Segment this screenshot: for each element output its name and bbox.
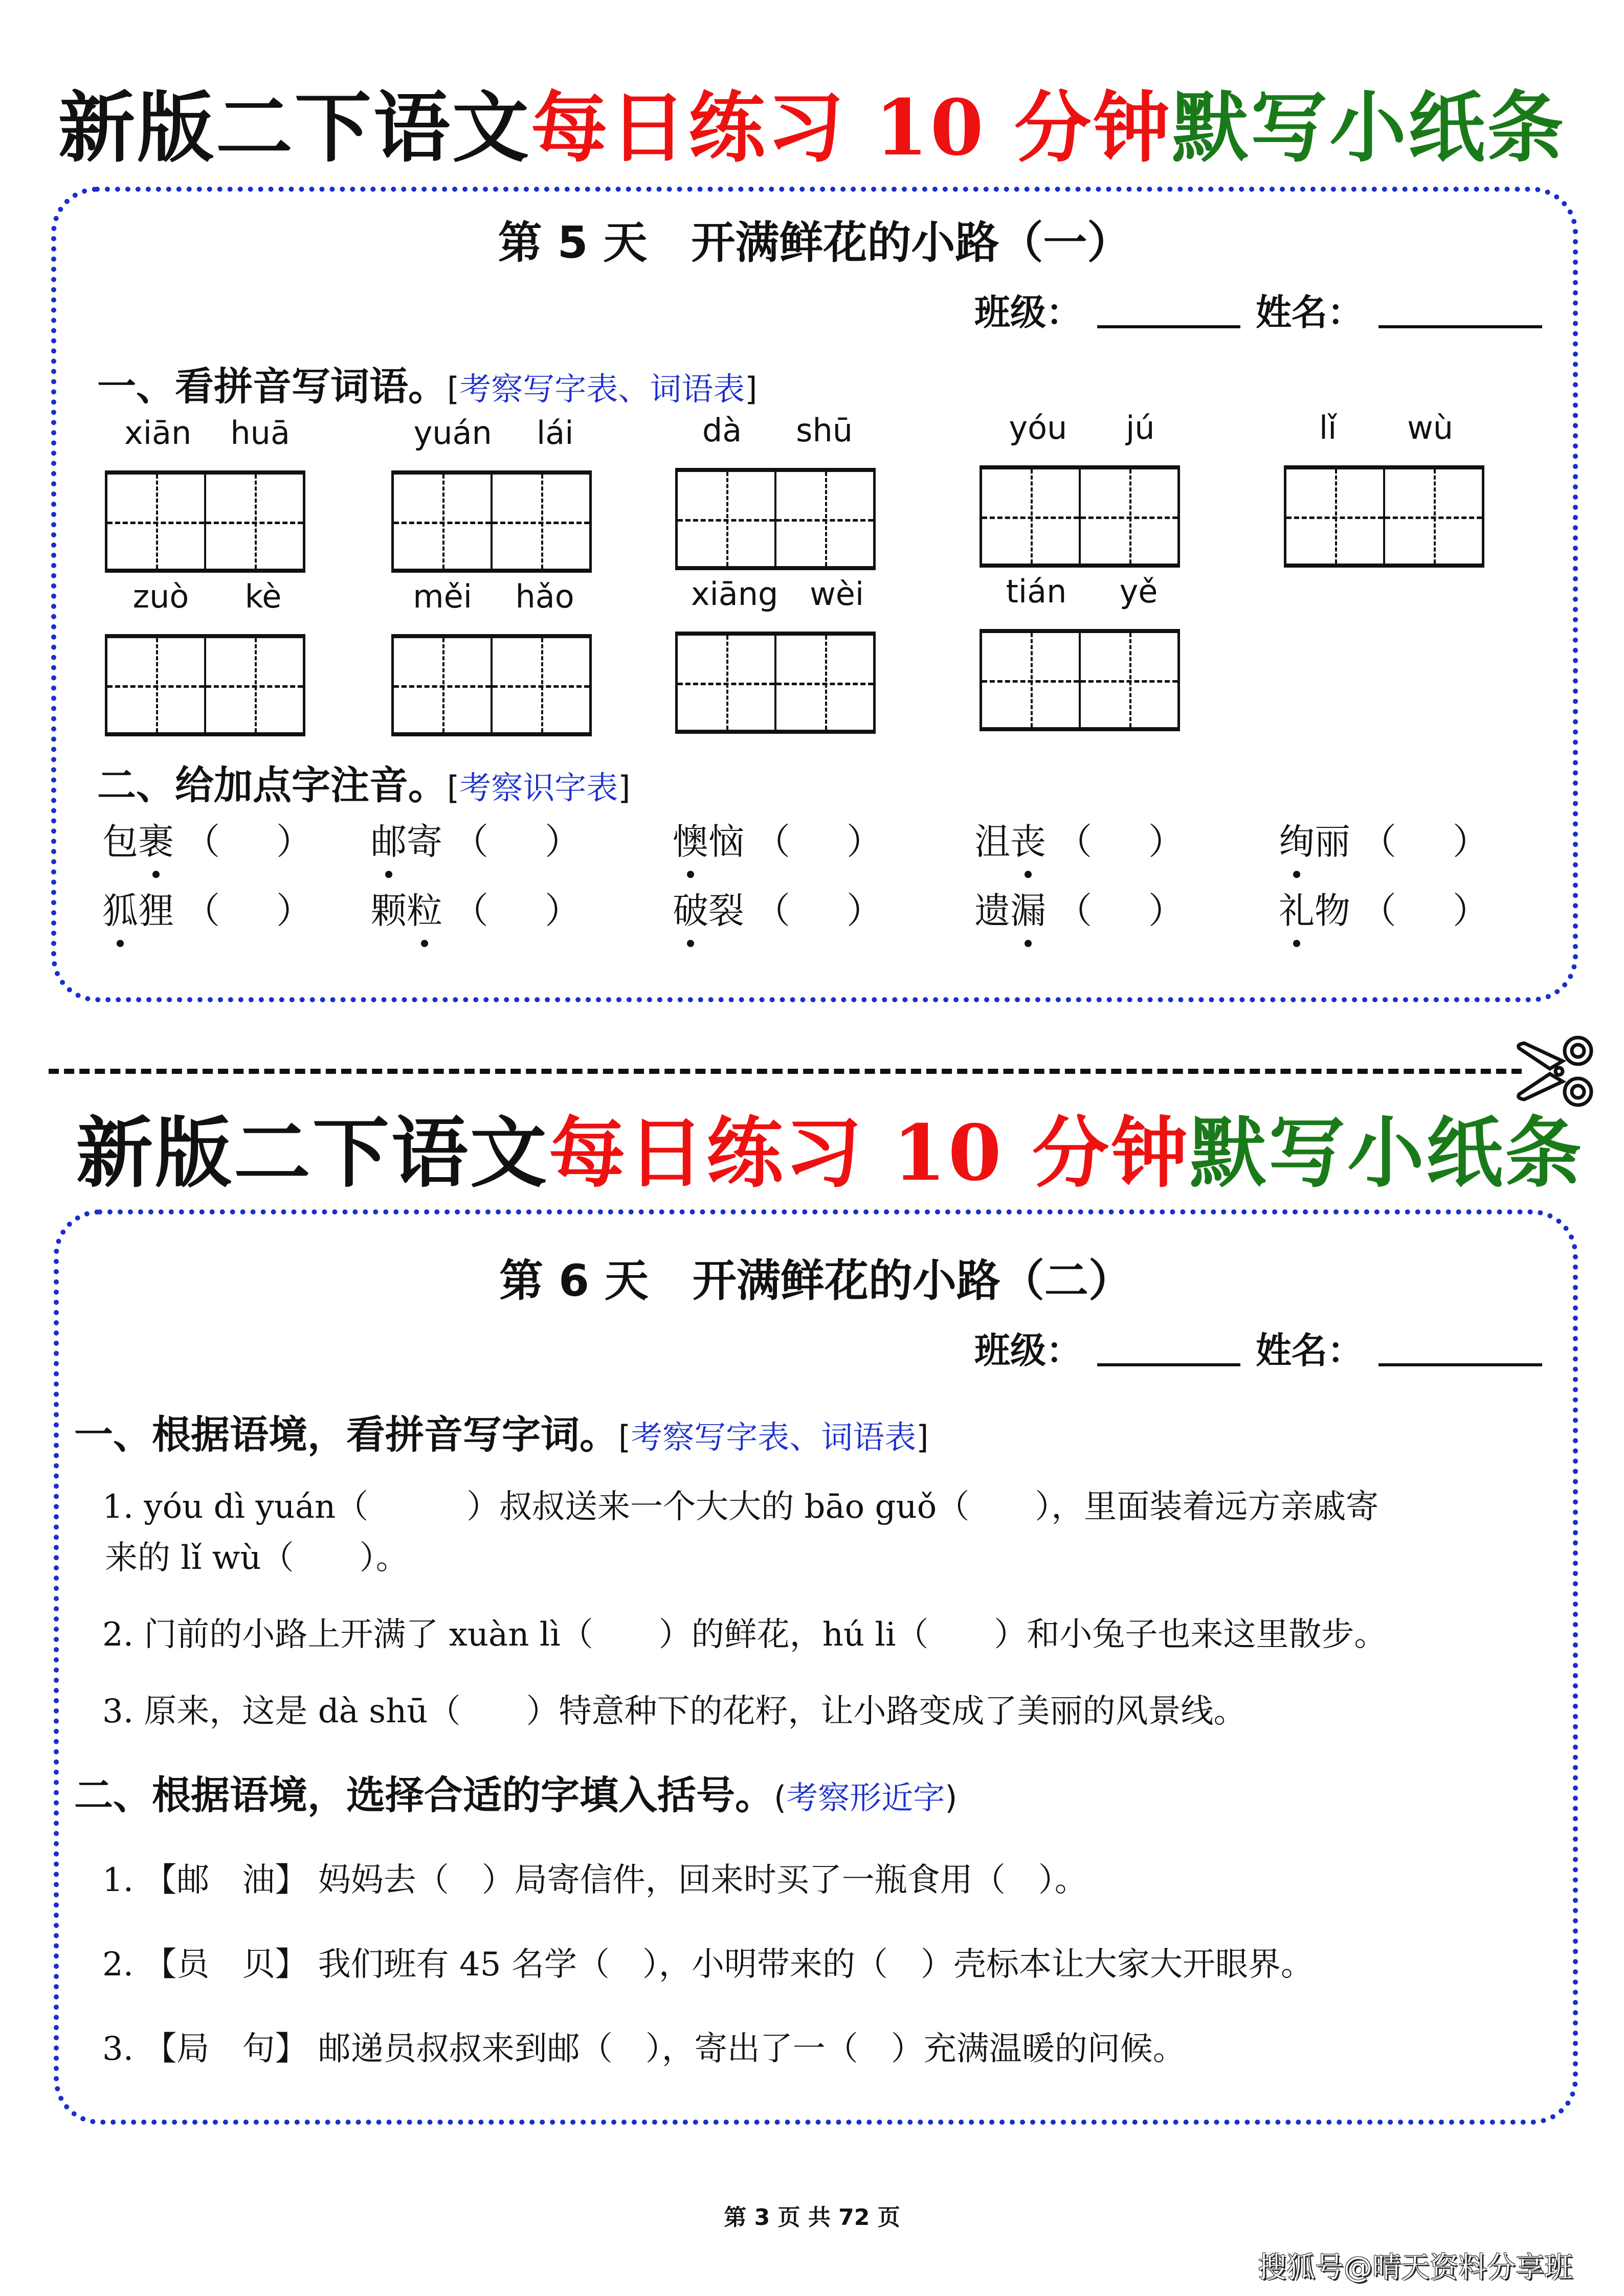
- emphasis-dot: [1025, 940, 1032, 947]
- paren-close: ）: [276, 890, 312, 932]
- bracket-close: ]: [916, 1419, 929, 1456]
- section-heading-text: 一、根据语境，看拼音写字词。: [74, 1412, 618, 1457]
- zhuyin-word: 包裹: [102, 813, 174, 865]
- watermark: 搜狐号@晴天资料分享班: [1258, 2251, 1573, 2284]
- pinyin-group: [105, 414, 309, 573]
- choice-sentence-3: 3. 【局 句】 邮递员叔叔来到邮（ ），寄出了一（ ）充满温暖的问候。: [102, 2030, 1186, 2068]
- zhuyin-item: [974, 813, 1184, 865]
- name-label: 姓名：: [1256, 291, 1363, 333]
- section-heading-text: 二、根据语境，选择合适的字填入括号。: [74, 1772, 774, 1818]
- emphasis-dot: [385, 871, 392, 878]
- pinyin-1: lǐ: [1319, 409, 1337, 446]
- pinyin-group: [391, 414, 596, 573]
- banner-title-bottom: [0, 1108, 1624, 1198]
- pinyin-2: kè: [244, 578, 282, 615]
- pinyin-group: [980, 573, 1184, 731]
- zhuyin-word: 礼物: [1279, 882, 1350, 934]
- name-blank[interactable]: [1378, 325, 1542, 328]
- section-heading-text: 二、给加点字注音。: [97, 762, 447, 808]
- paren-close: ）: [1453, 821, 1488, 863]
- tianzige-box[interactable]: [675, 468, 876, 570]
- class-blank[interactable]: [1097, 325, 1240, 328]
- paren-open: （: [1056, 890, 1092, 932]
- tianzige-box[interactable]: [980, 465, 1180, 568]
- pinyin-2: wèi: [810, 575, 864, 613]
- cut-line: [49, 1069, 1522, 1074]
- pinyin-2: hǎo: [515, 578, 574, 615]
- paren-open: （: [1361, 821, 1396, 863]
- paren-close: ）: [545, 890, 581, 932]
- answer-blank[interactable]: [453, 813, 581, 865]
- pinyin-2: jú: [1126, 409, 1155, 446]
- emphasis-dot: [687, 940, 694, 947]
- pinyin-1: xiāng: [691, 575, 778, 613]
- day6-card: [54, 1209, 1578, 2125]
- pinyin-group: [105, 578, 309, 736]
- pinyin-1: měi: [413, 578, 473, 615]
- answer-blank[interactable]: [1056, 882, 1184, 934]
- paren-open: （: [453, 821, 488, 863]
- section-tag: 考察识字表: [459, 769, 618, 806]
- pinyin-group: [980, 409, 1184, 568]
- paren-open: （: [1361, 890, 1396, 932]
- bracket-open: [: [618, 1419, 631, 1456]
- choice-sentence-2: 2. 【员 贝】 我们班有 45 名学（ ），小明带来的（ ）壳标本让大家大开眼界。: [102, 1946, 1314, 1984]
- pinyin-2: wù: [1407, 409, 1454, 446]
- zhuyin-word: 绚丽: [1279, 813, 1350, 865]
- tianzige-box[interactable]: [105, 634, 305, 736]
- sentence-1-cont: 来的 lǐ wù（ ）。: [105, 1539, 409, 1577]
- banner-part-red: 每日练习 10 分钟: [530, 83, 1172, 173]
- banner-part-black: 新版二下语文: [76, 1108, 549, 1198]
- section-tag: 考察写字表、词语表: [631, 1419, 917, 1456]
- pinyin-2: huā: [230, 414, 290, 452]
- class-label: 班级：: [974, 291, 1082, 333]
- day6-title: 第 6 天 开满鲜花的小路（二）: [499, 1255, 1132, 1307]
- section-tag: 考察形近字: [786, 1779, 945, 1816]
- answer-blank[interactable]: [453, 882, 581, 934]
- pinyin-group: [675, 575, 880, 734]
- banner-part-green: 默写小纸条: [1190, 1108, 1584, 1198]
- answer-blank[interactable]: [1056, 813, 1184, 865]
- tianzige-box[interactable]: [105, 470, 305, 573]
- zhuyin-word: 沮丧: [974, 813, 1046, 865]
- pinyin-1: tián: [1006, 573, 1067, 610]
- class-blank[interactable]: [1097, 1363, 1240, 1366]
- bracket-close: ]: [745, 370, 758, 408]
- banner-title-top: [0, 83, 1624, 173]
- zhuyin-item: [974, 882, 1184, 934]
- tianzige-box[interactable]: [980, 629, 1180, 731]
- paren-open: （: [453, 890, 488, 932]
- choice-sentence-1: 1. 【邮 油】 妈妈去（ ）局寄信件，回来时买了一瓶食用（ ）。: [102, 1861, 1087, 1899]
- emphasis-dot: [1293, 871, 1300, 878]
- page-number: 第 3 页 共 72 页: [724, 2204, 900, 2231]
- pinyin-1: zuò: [132, 578, 189, 615]
- zhuyin-word: 邮寄: [371, 813, 442, 865]
- emphasis-dot: [687, 871, 694, 878]
- emphasis-dot: [117, 940, 124, 947]
- zhuyin-item: [673, 882, 882, 934]
- pinyin-1: yóu: [1009, 409, 1067, 446]
- sentence-2: 2. 门前的小路上开满了 xuàn lì（ ）的鲜花，hú li（ ）和小兔子也来这里散步。: [102, 1616, 1387, 1654]
- paren-close: ）: [1148, 821, 1184, 863]
- zhuyin-word: 颗粒: [371, 882, 442, 934]
- zhuyin-item: [1279, 882, 1488, 934]
- banner-part-black: 新版二下语文: [58, 83, 531, 173]
- day5-card: [51, 187, 1578, 1002]
- paren-close: ）: [1148, 890, 1184, 932]
- emphasis-dot: [1293, 940, 1300, 947]
- paren-open: （: [754, 821, 790, 863]
- section-heading-text: 一、看拼音写词语。: [97, 364, 447, 409]
- pinyin-2: shū: [796, 412, 853, 449]
- pinyin-2: yě: [1119, 573, 1158, 610]
- tianzige-box[interactable]: [675, 632, 876, 734]
- paren-open: （: [754, 890, 790, 932]
- emphasis-dot: [421, 940, 428, 947]
- day5-section1-heading: [97, 355, 757, 411]
- zhuyin-item: [371, 813, 581, 865]
- zhuyin-word: 破裂: [673, 882, 744, 934]
- pinyin-1: dà: [702, 412, 742, 449]
- pinyin-1: yuán: [413, 414, 492, 452]
- pinyin-1: xiān: [124, 414, 192, 452]
- emphasis-dot: [1025, 871, 1032, 878]
- tianzige-box[interactable]: [391, 634, 592, 736]
- zhuyin-word: 懊恼: [673, 813, 744, 865]
- answer-blank[interactable]: [184, 882, 312, 934]
- pinyin-group: [1284, 409, 1488, 568]
- day5-section2-heading: [97, 754, 630, 810]
- zhuyin-item: [102, 813, 312, 865]
- zhuyin-item: [371, 882, 581, 934]
- zhuyin-item: [102, 882, 312, 934]
- paren-close: ）: [1453, 890, 1488, 932]
- day5-title: 第 5 天 开满鲜花的小路（一）: [498, 217, 1131, 268]
- name-blank[interactable]: [1378, 1363, 1542, 1366]
- sentence-1: 1. yóu dì yuán（ ）叔叔送来一个大大的 bāo guǒ（ ），里面装着远方亲戚寄: [102, 1488, 1379, 1526]
- class-name-row: [974, 1322, 1542, 1374]
- zhuyin-word: 遗漏: [974, 882, 1046, 934]
- pinyin-group: [391, 578, 596, 736]
- bracket-close: ): [945, 1779, 958, 1816]
- paren-open: （: [1056, 821, 1092, 863]
- paren-open: （: [184, 821, 220, 863]
- paren-close: ）: [847, 890, 882, 932]
- class-name-row: [974, 284, 1542, 335]
- class-label: 班级：: [974, 1330, 1082, 1371]
- zhuyin-item: [1279, 813, 1488, 865]
- paren-close: ）: [847, 821, 882, 863]
- pinyin-2: lái: [536, 414, 574, 452]
- tianzige-box[interactable]: [391, 470, 592, 573]
- answer-blank[interactable]: [184, 813, 312, 865]
- answer-blank[interactable]: [1361, 882, 1488, 934]
- answer-blank[interactable]: [754, 882, 882, 934]
- banner-part-red: 每日练习 10 分钟: [548, 1108, 1190, 1198]
- name-label: 姓名：: [1256, 1330, 1363, 1371]
- answer-blank[interactable]: [1361, 813, 1488, 865]
- bracket-open: (: [774, 1779, 787, 1816]
- banner-part-green: 默写小纸条: [1172, 83, 1566, 173]
- bracket-open: [: [447, 769, 460, 806]
- paren-close: ）: [276, 821, 312, 863]
- sentence-3: 3. 原来，这是 dà shū（ ）特意种下的花籽，让小路变成了美丽的风景线。: [102, 1693, 1247, 1730]
- scissors-icon: [1514, 1033, 1596, 1110]
- day6-section1-heading: [74, 1404, 928, 1459]
- day6-section2-heading: [74, 1764, 957, 1820]
- section-tag: 考察写字表、词语表: [459, 370, 745, 408]
- paren-close: ）: [545, 821, 581, 863]
- pinyin-group: [675, 412, 880, 570]
- bracket-close: ]: [618, 769, 631, 806]
- zhuyin-item: [673, 813, 882, 865]
- tianzige-box[interactable]: [1284, 465, 1484, 568]
- zhuyin-word: 狐狸: [102, 882, 174, 934]
- answer-blank[interactable]: [754, 813, 882, 865]
- emphasis-dot: [152, 871, 160, 878]
- bracket-open: [: [447, 370, 460, 408]
- paren-open: （: [184, 890, 220, 932]
